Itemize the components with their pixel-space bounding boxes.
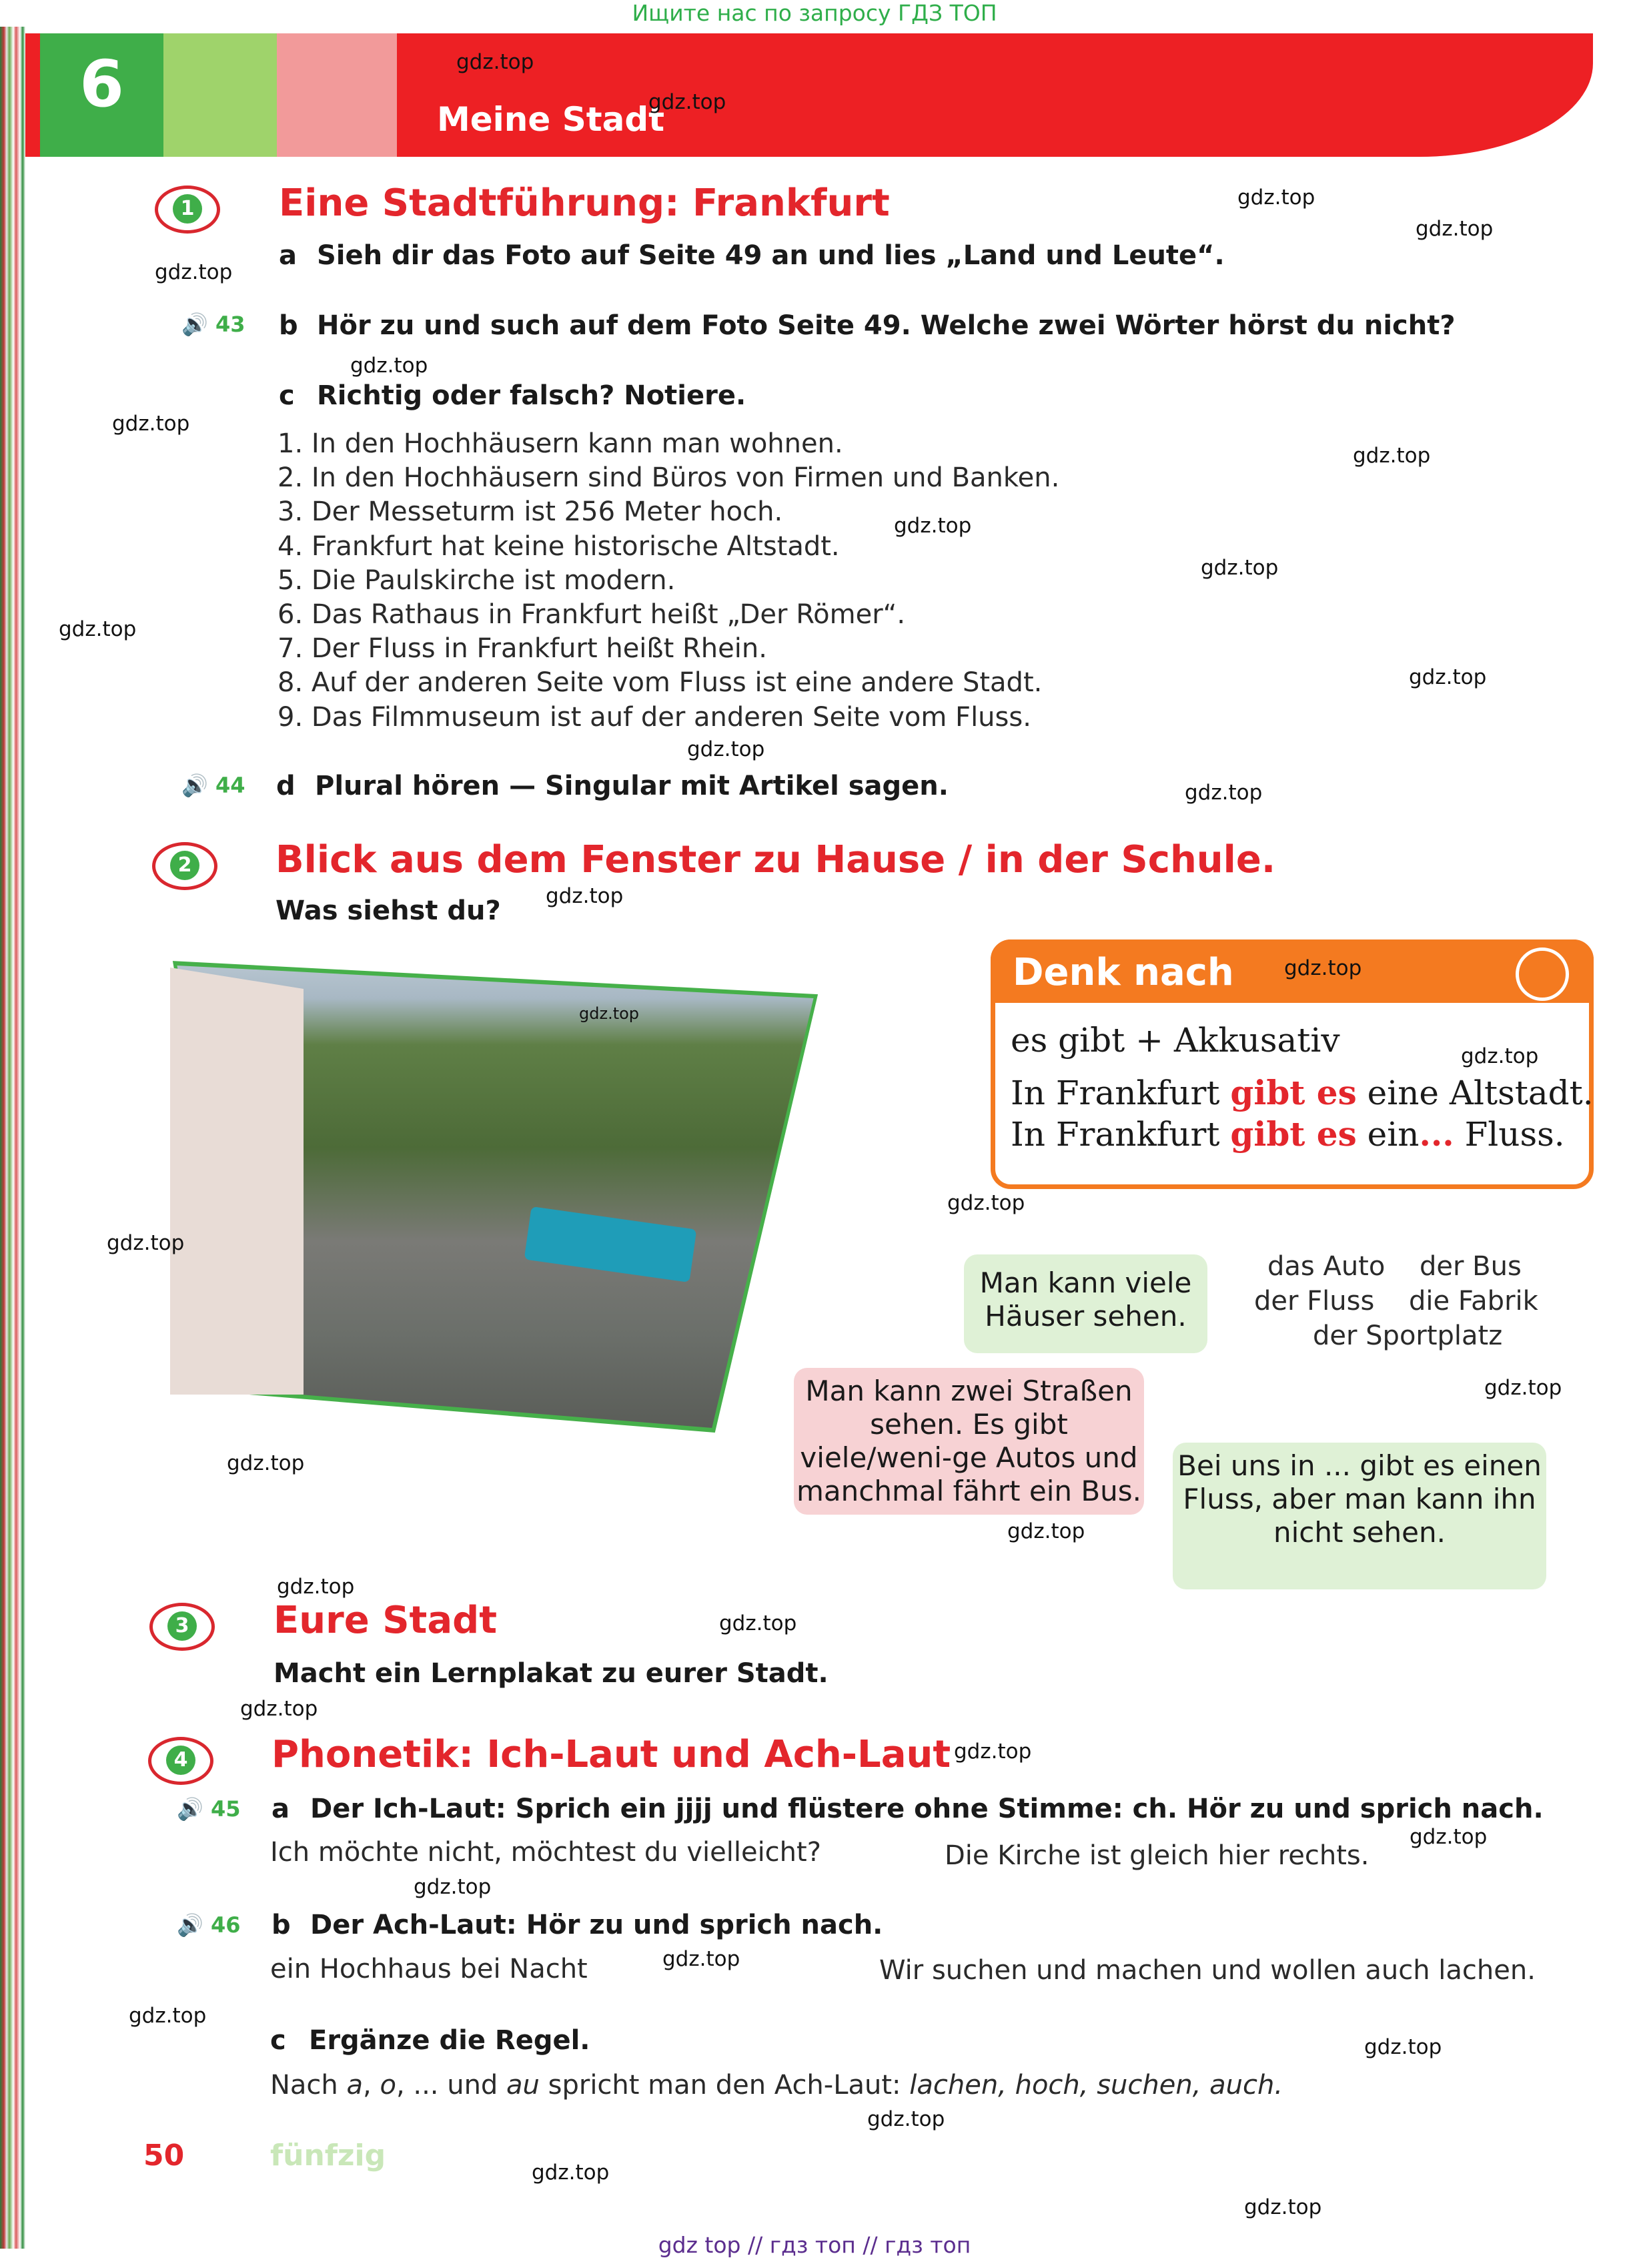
watermark: gdz.top [1244, 2195, 1322, 2219]
photo-building [170, 968, 304, 1395]
watermark: gdz.top [456, 50, 534, 74]
task4-title: Phonetik: Ich-Laut und Ach-Laut [272, 1733, 951, 1776]
word-der-fluss: der Fluss [1254, 1286, 1375, 1316]
denk-nach-title: Denk nach [1013, 951, 1234, 994]
watermark: gdz.top [112, 412, 190, 436]
task2-subtitle: Was siehst du? [276, 895, 501, 926]
task4-c-rule: Nach a, o, ... und au spricht man den Ach-Laut: lachen, hoch, suchen, auch. [270, 2070, 1283, 2101]
task4-a-letter: a [272, 1794, 290, 1824]
watermark: gdz.top [662, 1947, 740, 1971]
task1-a-letter: a [279, 240, 297, 271]
speech-bubble-green-1: Man kann viele Häuser sehen. [964, 1254, 1207, 1353]
watermark: gdz.top [1284, 956, 1362, 980]
watermark: gdz.top [1201, 556, 1279, 580]
statements-list [278, 427, 1059, 735]
top-search-link[interactable]: Ищите нас по запросу ГДЗ ТОП [632, 0, 997, 26]
watermark: gdz.top [1461, 1044, 1539, 1068]
watermark: gdz.top [1185, 781, 1263, 805]
page-number-word: fünfzig [270, 2139, 386, 2173]
watermark: gdz.top [532, 2161, 610, 2185]
denk-line-3: In Frankfurt gibt es ein... Fluss. [1011, 1114, 1565, 1154]
watermark: gdz.top [867, 2107, 945, 2131]
task4-c-letter: c [270, 2025, 286, 2056]
watermark: gdz.top [1410, 1825, 1488, 1849]
speech-bubble-pink: Man kann zwei Straßen sehen. Es gibt viele/weni-ge Autos und manchmal fährt ein Bus. [794, 1368, 1144, 1515]
task4-b-example-2: Wir suchen und machen und wollen auch lachen. [879, 1955, 1536, 1986]
task1-b-text: Hör zu und such auf dem Foto Seite 49. Welche zwei Wörter hörst du nicht? [317, 310, 1456, 341]
watermark: gdz.top [129, 2004, 207, 2028]
word-der-sportplatz: der Sportplatz [1313, 1320, 1503, 1351]
task1-d-text: Plural hören — Singular mit Artikel sagen. [315, 771, 949, 801]
watermark: gdz.top [947, 1191, 1025, 1215]
watermark: gdz.top [277, 1575, 355, 1599]
watermark: gdz.top [1364, 2035, 1442, 2059]
audio-track-number: 44 [215, 773, 245, 798]
speaker-icon: 🔊 [177, 1796, 203, 1822]
task-number: 4 [166, 1746, 195, 1775]
task2-title: Blick aus dem Fenster zu Hause / in der Schule. [276, 838, 1276, 881]
page-edge-decoration [0, 27, 25, 2249]
page-number: 50 [143, 2139, 185, 2173]
denk-line-2: In Frankfurt gibt es eine Altstadt. [1011, 1073, 1594, 1112]
speaker-icon: 🔊 [181, 773, 208, 798]
word-die-fabrik: die Fabrik [1409, 1286, 1538, 1316]
denk-line-1: es gibt + Akkusativ [1011, 1021, 1340, 1060]
statement-item: 8. Auf der anderen Seite vom Fluss ist eine andere Stadt. [278, 667, 1043, 699]
task-number-circle [155, 185, 220, 234]
audio-track-45[interactable] [177, 1796, 241, 1822]
statement-item: 9. Das Filmmuseum ist auf der anderen Seite vom Fluss. [278, 701, 1031, 733]
audio-track-46[interactable] [177, 1912, 241, 1938]
watermark: gdz.top [719, 1611, 797, 1635]
watermark: gdz.top [1237, 185, 1315, 210]
task4-a-example-1: Ich möchte nicht, möchtest du vielleicht? [270, 1837, 821, 1868]
watermark: gdz.top [350, 354, 428, 378]
audio-track-44[interactable] [181, 773, 245, 798]
task1-a-text: Sieh dir das Foto auf Seite 49 an und lies „Land und Leute“. [317, 240, 1225, 271]
task1-c-letter: c [279, 380, 295, 411]
task-number-circle [152, 842, 217, 890]
watermark: gdz.top [107, 1231, 185, 1255]
watermark: gdz.top [546, 884, 624, 908]
task4-b-text: Der Ach-Laut: Hör zu und sprich nach. [310, 1910, 883, 1940]
task-number: 3 [167, 1611, 197, 1641]
task4-b-letter: b [272, 1910, 291, 1940]
watermark: gdz.top [894, 514, 972, 538]
speaker-icon: 🔊 [177, 1912, 203, 1938]
watermark: gdz.top [1007, 1519, 1085, 1543]
task1-c-text: Richtig oder falsch? Notiere. [317, 380, 746, 411]
watermark: gdz.top [227, 1451, 305, 1475]
audio-track-number: 43 [215, 312, 245, 337]
smiley-icon [1516, 948, 1569, 1001]
watermark: gdz.top [414, 1875, 492, 1899]
statement-item: 6. Das Rathaus in Frankfurt heißt „Der Römer“. [278, 599, 906, 631]
header-light-green-block [163, 33, 277, 157]
audio-track-number: 45 [210, 1796, 241, 1822]
watermark: gdz.top [1409, 665, 1487, 689]
task1-b-letter: b [279, 310, 298, 341]
task3-text: Macht ein Lernplakat zu eurer Stadt. [274, 1658, 829, 1689]
chapter-number: 6 [79, 47, 124, 121]
word-der-bus: der Bus [1420, 1251, 1522, 1282]
watermark: gdz.top [1484, 1376, 1562, 1400]
task-number-circle [149, 1603, 215, 1651]
statement-item: 3. Der Messeturm ist 256 Meter hoch. [278, 496, 783, 528]
word-das-auto: das Auto [1267, 1251, 1386, 1282]
task4-a-text: Der Ich-Laut: Sprich ein jjjj und flüstere ohne Stimme: ch. Hör zu und sprich nach. [310, 1794, 1544, 1824]
speech-bubble-green-2: Bei uns in ... gibt es einen Fluss, aber man kann ihn nicht sehen. [1173, 1443, 1546, 1589]
task-number: 1 [173, 194, 202, 224]
watermark: gdz.top [954, 1740, 1032, 1764]
task-number-circle [148, 1737, 213, 1785]
task4-b-example-1: ein Hochhaus bei Nacht [270, 1954, 588, 1984]
header-pink-block [277, 33, 397, 157]
watermark: gdz.top [648, 90, 726, 114]
task3-title: Eure Stadt [274, 1599, 497, 1642]
task4-a-example-2: Die Kirche ist gleich hier rechts. [945, 1840, 1370, 1871]
statement-item: 4. Frankfurt hat keine historische Altstadt. [278, 530, 840, 562]
statement-item: 7. Der Fluss in Frankfurt heißt Rhein. [278, 633, 767, 665]
watermark: gdz.top [155, 260, 233, 284]
task1-d-letter: d [276, 771, 296, 801]
watermark: gdz.top [1353, 444, 1431, 468]
task4-c-text: Ergänze die Regel. [309, 2025, 590, 2056]
watermark: gdz.top [59, 617, 137, 641]
statement-item: 1. In den Hochhäusern kann man wohnen. [278, 428, 843, 459]
statement-item: 5. Die Paulskirche ist modern. [278, 564, 676, 596]
watermark: gdz.top [579, 1004, 640, 1023]
audio-track-number: 46 [210, 1912, 241, 1938]
task1-title: Eine Stadtführung: Frankfurt [279, 181, 890, 225]
statement-item: 2. In den Hochhäusern sind Büros von Firmen und Banken. [278, 462, 1060, 494]
watermark: gdz.top [687, 737, 765, 761]
chapter-title: Meine Stadt [437, 100, 665, 139]
footer-links[interactable]: gdz top // гдз топ // гдз топ [658, 2232, 971, 2258]
watermark: gdz.top [1416, 217, 1494, 241]
speaker-icon: 🔊 [181, 312, 208, 337]
audio-track-43[interactable] [181, 312, 245, 337]
task-number: 2 [170, 851, 199, 880]
watermark: gdz.top [240, 1697, 318, 1721]
